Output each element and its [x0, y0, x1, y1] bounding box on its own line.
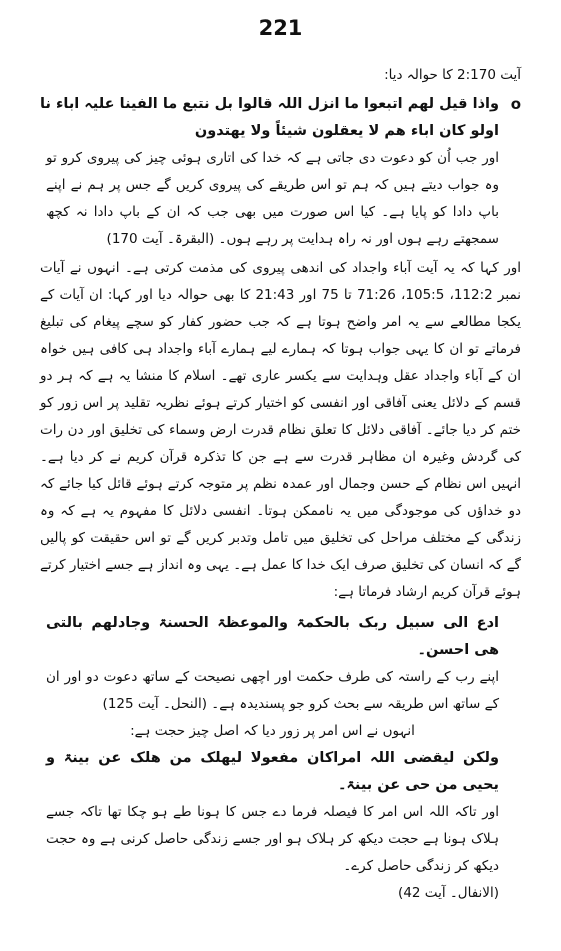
- verse-3-translation: اور تاکہ اللہ اس امر کا فیصلہ فرما دے جس کا ہونا طے ہو چکا تھا تاکہ جسے ہلاک ہونا ہے حجت دیکھ کر ہلاک ہو اور جسے زندگی حاصل کرنی ہے وہ حجت دیکھ کر زندگی حاصل کرے۔: [46, 804, 499, 874]
- hujjat-line: انہوں نے اس امر پر زور دیا کہ اصل چیز حجت ہے:: [130, 723, 415, 739]
- verse-3-arabic: ولکن لیقضی اللہ امراکان مفعولا لیھلک من ھلک عن بینۃ و یحیی من حی عن بینۃ۔: [46, 750, 499, 793]
- verse-2-arabic: ادع الی سبیل ربک بالحکمۃ والموعظۃ الحسنۃ وجادلھم بالتی ھی احسن۔: [46, 615, 499, 658]
- verse-1: [40, 91, 521, 145]
- verse-2-translation: اپنے رب کے راستہ کی طرف حکمت اور اچھی نصیحت کے ساتھ دعوت دو اور ان کے ساتھ اس طریقہ سے بحث کرو جو پسندیدہ ہے۔ (النحل۔ آیت 125): [46, 669, 499, 712]
- verse-3-reference: (الانفال۔ آیت 42): [398, 885, 499, 901]
- main-paragraph: اور کہا کہ یہ آیت آباء واجداد کی اندھی پیروی کی مذمت کرتی ہے۔ انہوں نے آیات نمبر 112:2، 105:5، 71:26 تا 75 اور 21:43 کا بھی حوالہ دیا اور کہا: ان آیات کے یکجا مطالعے سے یہ امر واضح ہوتا ہے کہ جب حضور کفار کو سچے پیغام کی تبلیغ فرماتے تو ان کا یہی جواب ہوتا کہ ہمارے لیے ہمارے آباء واجداد ہی کافی ہیں خواہ ان کے آباء واجداد عقل وہدایت سے یکسر عاری تھے۔ اسلام کا منشا یہ ہے کہ ہر دو قسم کے دلائل یعنی آفاقی اور انفسی کو اختیار کرتے ہوئے نظریہ تقلید پر اس زور کو ختم کر دیا جائے۔ آفاقی دلائل کا تعلق نظام قدرت ارض وسماء کی تخلیق اور دن رات کی گردش وغیرہ ان مظاہر قدرت سے ہے جن کا تذکرہ قرآن کریم نے کر دیا ہے۔ انہیں اس نظام کے حسن وجمال اور عمدہ نظم پر متوجہ کرتے ہوئے قائل کیا جائے کہ دو خداؤں کی موجودگی میں یہ ناممکن ہوتا۔ انفسی دلائل کا مفہوم یہ ہے کہ وہ زندگی کے مختلف مراحل کی تخلیق میں تامل وتدبر کریں گے تو اس حقیقت کو پالیں گے کہ انسان کی تخلیق صرف ایک خدا کا عمل ہے۔ یہی وہ انداز ہے جسے اختیار کرتے ہوئے قرآن کریم ارشاد فرماتا ہے:: [40, 260, 522, 600]
- verse-1-arabic: واذا قیل لھم اتبعوا ما انزل اللہ قالوا بل نتبع ما الفینا علیہ اباء نا اولو کان اباء ھم لا یعقلون شیئاً ولا یھتدون: [40, 96, 499, 139]
- bullet-icon: o: [510, 95, 521, 113]
- page-number: 221: [258, 16, 303, 40]
- page-content: [40, 62, 521, 907]
- verse-1-translation: اور جب اُن کو دعوت دی جاتی ہے کہ خدا کی اتاری ہوئی چیز کی پیروی کرو تو وہ جواب دیتے ہیں کہ ہم تو اس طریقے کی پیروی کریں گے جس پر ہم نے اپنے باپ دادا کو پایا ہے۔ کیا اس صورت میں بھی جب کہ ان کے باپ دادا نہ کچھ سمجھتے رہے ہوں اور نہ راہ ہدایت پر رہے ہوں۔ (البقرۃ۔ آیت 170): [46, 150, 499, 247]
- intro-reference: آیت 2:170 کا حوالہ دیا:: [384, 67, 521, 83]
